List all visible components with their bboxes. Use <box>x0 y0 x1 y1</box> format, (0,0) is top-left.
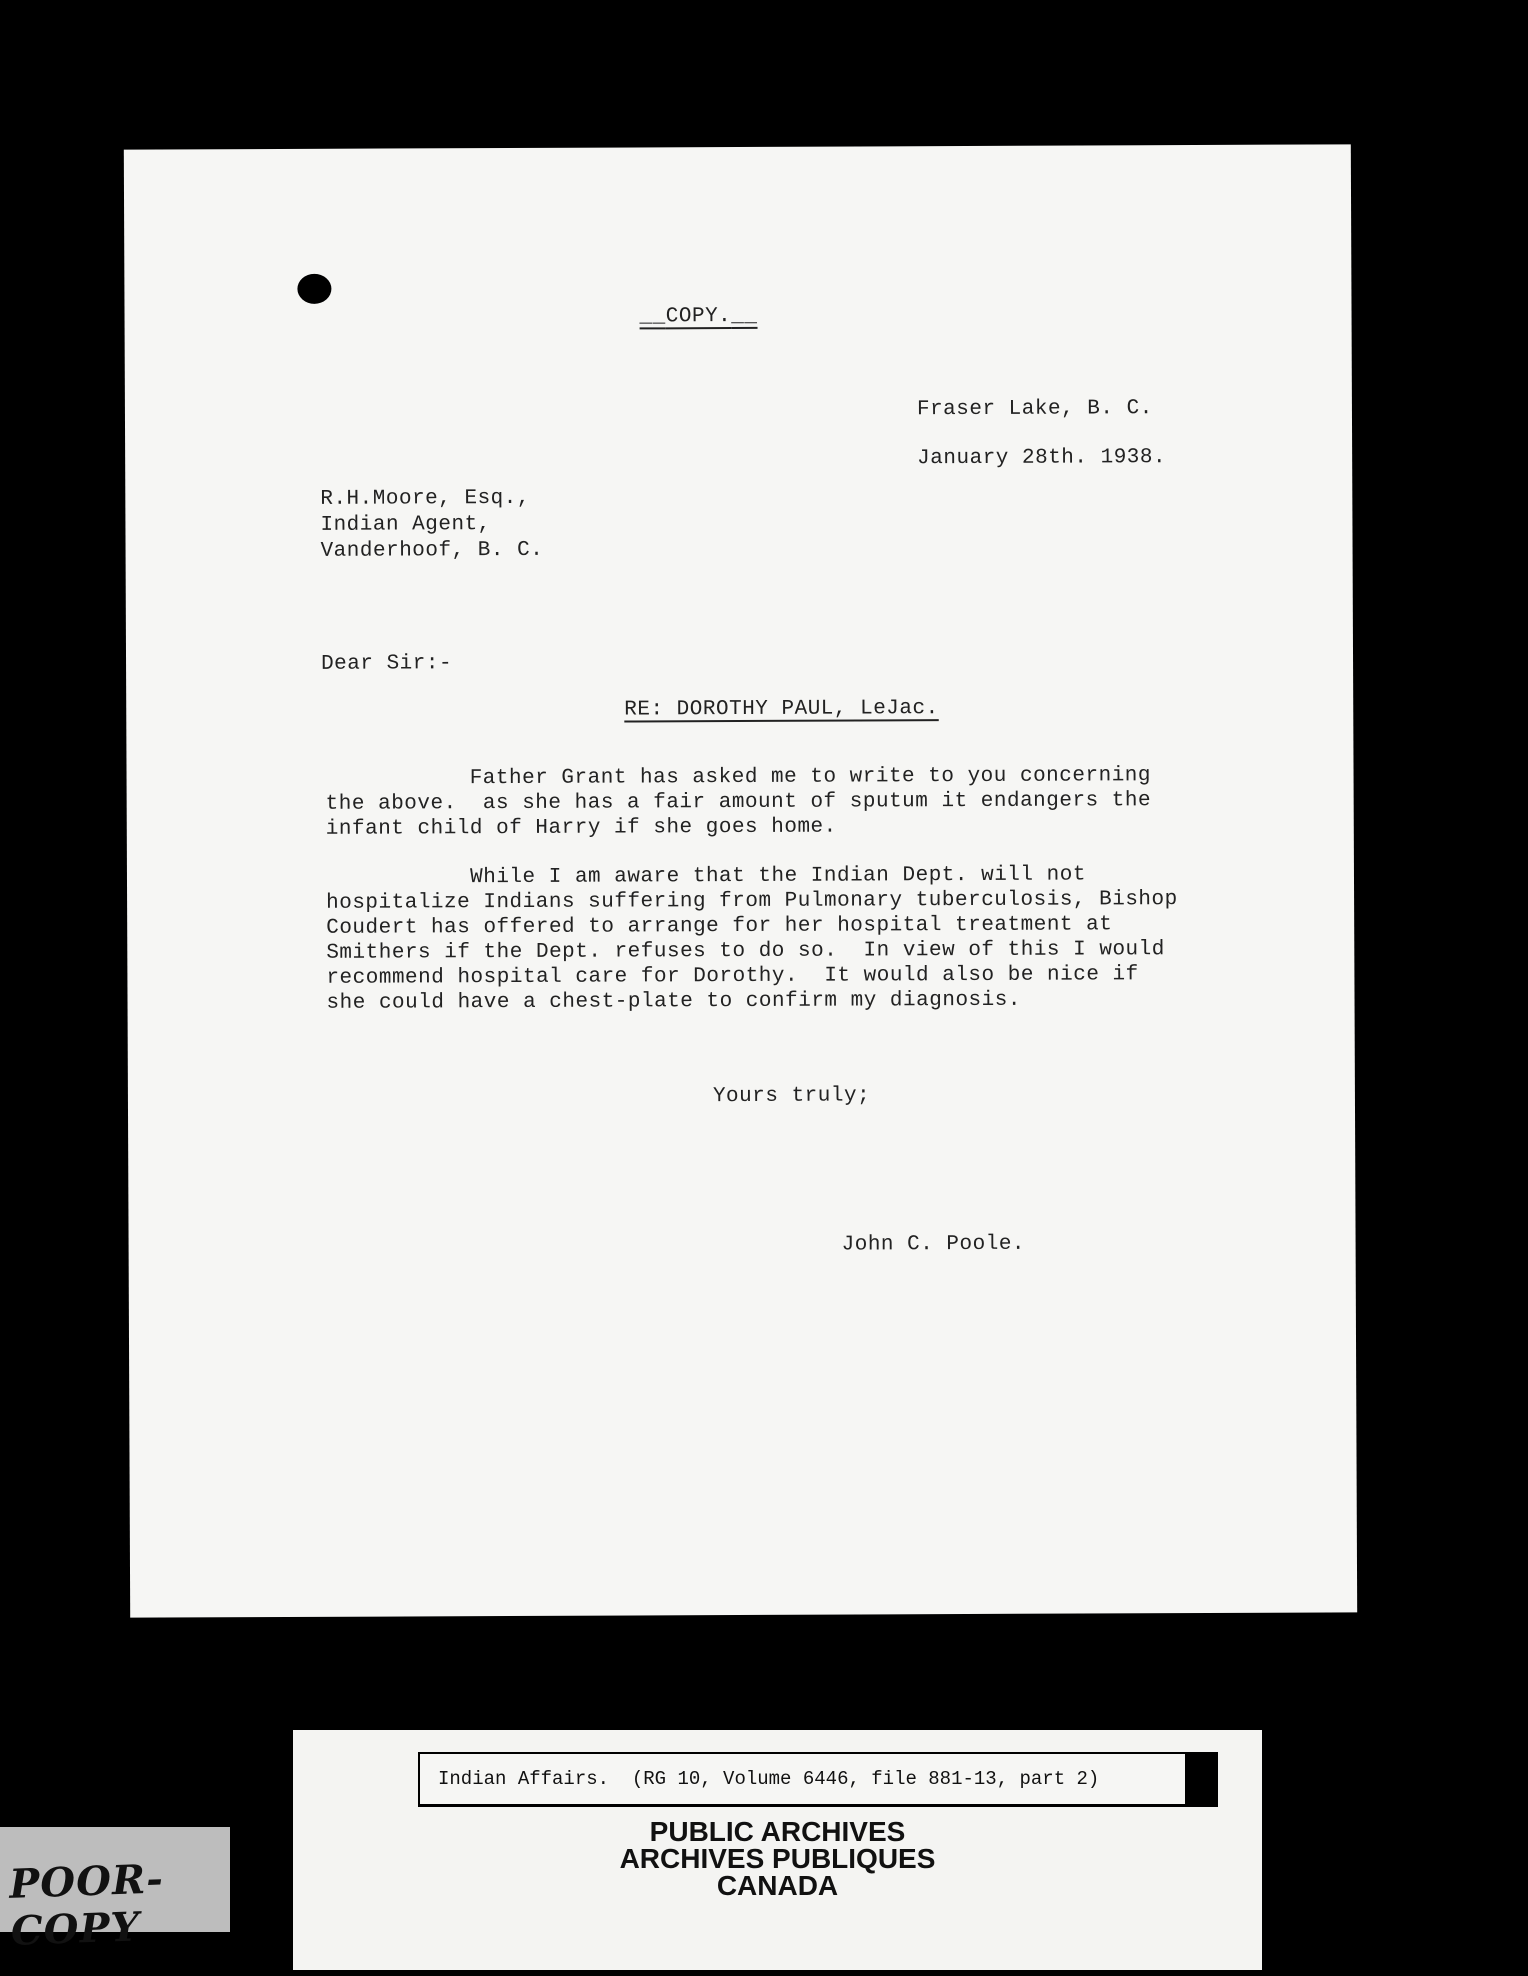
body-paragraph: Father Grant has asked me to write to you concerning the above. as she has a fair amount of sputum it endangers the infant child of Harry if she goes home. <box>325 764 1152 841</box>
punch-hole-icon <box>297 274 331 304</box>
closing: Yours truly; <box>712 1084 871 1109</box>
copy-heading: __ COPY. __ <box>639 305 757 329</box>
reference-box <box>420 1754 1185 1804</box>
letter-page <box>124 144 1357 1617</box>
poor-copy-text: POOR-COPY <box>8 1855 165 1955</box>
body-paragraph: While I am aware that the Indian Dept. will not hospitalize Indians suffering from Pulmonary tuberculosis, Bishop Coudert has offered to arrange for her hospital treatment at Smithers if the Dept. refuses to do so. In view of this I would recommend hospital care for Dorothy. It would also be nice if she could have a chest-plate to confirm my diagnosis. <box>325 863 1178 1015</box>
addressee-line: Indian Agent, <box>320 513 491 537</box>
archive-reference: Indian Affairs. (RG 10, Volume 6446, file 881-13, part 2) <box>438 1768 1100 1790</box>
poor-copy-stamp <box>0 1827 230 1955</box>
letter-place: Fraser Lake, B. C. <box>916 397 1153 422</box>
subject-line: RE: DOROTHY PAUL, LeJac. <box>624 697 939 722</box>
archive-line-2: ARCHIVES PUBLIQUES <box>619 1843 936 1874</box>
salutation: Dear Sir:- <box>321 652 453 676</box>
archive-line-3: CANADA <box>716 1870 839 1901</box>
addressee-line: R.H.Moore, Esq., <box>320 486 531 511</box>
archive-line-1: PUBLIC ARCHIVES <box>649 1816 906 1847</box>
letter-date: January 28th. 1938. <box>917 446 1167 471</box>
signature: John C. Poole. <box>841 1232 1026 1257</box>
addressee-line: Vanderhoof, B. C. <box>320 538 544 563</box>
archive-name <box>293 1818 1262 1899</box>
